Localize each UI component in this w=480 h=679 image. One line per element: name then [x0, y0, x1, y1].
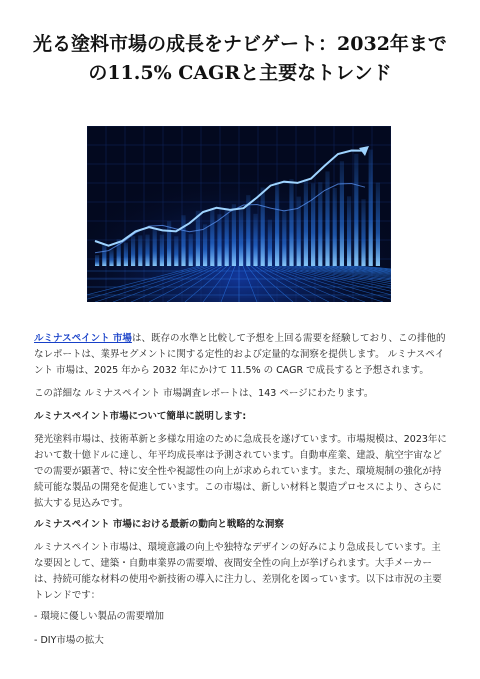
list-item: - DIY市場の拡大 [34, 635, 104, 646]
decorative-bar [333, 188, 337, 266]
decorative-bar [124, 243, 128, 266]
market-link[interactable]: ルミナスペイント 市場 [34, 333, 132, 344]
decorative-bar [268, 220, 272, 266]
decorative-bar [181, 215, 185, 266]
decorative-bar [275, 182, 279, 266]
section1-body: 発光塗料市場は、技術革新と多様な用途のために急成長を遂げています。市場規模は、2023年において数十億ドルに達し、年平均成長率は予測されています。自動車産業、建設、航空宇宙などでの需要が顕著で、特に安全性や視認性の向上が求められています。また、環境規制の強化が持続可能な製品の開発を促進しています。この市場は、新しい材料と製造プロセスにより、さらに拡大する見込みです。 [34, 434, 447, 509]
decorative-bar [95, 255, 99, 266]
decorative-bar [160, 235, 164, 266]
intro-paragraph [34, 331, 448, 379]
decorative-bar [189, 234, 193, 266]
decorative-bar [109, 249, 113, 266]
decorative-bar [153, 228, 157, 266]
list-item: - 環境に優しい製品の需要増加 [34, 611, 164, 622]
decorative-bar [325, 171, 329, 266]
decorative-bar [217, 214, 221, 266]
decorative-bar [354, 154, 358, 266]
decorative-bar [131, 236, 135, 266]
page-title: 光る塗料市場の成長をナビゲート：2032年までの11.5% CAGRと主要なトレンド [33, 33, 447, 84]
decorative-bar [304, 179, 308, 266]
decorative-bar [253, 214, 257, 266]
intro-text: は、既存の水準と比較して予想を上回る需要を経験しており、この排他的なレポートは、業界セグメントに関する定性的および定量的な洞察を提供します。 ルミナスペイント 市場は、2025 年から 2032 年にかけて 11.5% の CAGR で成長すると予想されます。 [34, 333, 446, 376]
decorative-bar [347, 196, 351, 266]
decorative-bar [174, 236, 178, 266]
decorative-bar [261, 188, 265, 266]
decorative-bar [369, 150, 373, 266]
decorative-bar [138, 235, 142, 266]
decorative-bar [239, 210, 243, 266]
decorative-bar [311, 183, 315, 266]
decorative-bar [232, 204, 236, 266]
decorative-bar [225, 208, 229, 266]
growth-chart-illustration-icon [87, 126, 391, 302]
decorative-bar [145, 235, 149, 266]
report-pages-text: この詳細な ルミナスペイント 市場調査レポートは、143 ページにわたります。 [34, 388, 374, 399]
section2-body: ルミナスペイント市場は、環境意識の向上や独特なデザインの好みにより急成長しています。主な要因として、建築・自動車業界の需要増、夜間安全性の向上が挙げられます。大手メーカーは、持続可能な材料の使用や新技術の導入に注力し、差別化を図っています。以下は市況の主要トレンドです： [34, 542, 442, 601]
decorative-bar [282, 210, 286, 266]
decorative-bar [289, 179, 293, 266]
section1-heading: ルミナスペイント市場について簡単に説明します: [34, 411, 247, 422]
decorative-bar [203, 224, 207, 266]
hero-image [87, 126, 391, 302]
decorative-bar [102, 244, 106, 266]
decorative-bar [376, 183, 380, 266]
decorative-bar [196, 211, 200, 266]
decorative-bar [340, 161, 344, 266]
section2-heading: ルミナスペイント 市場における最新の動向と戦略的な洞察 [34, 519, 284, 530]
decorative-bar [210, 208, 214, 266]
decorative-bar [361, 199, 365, 266]
